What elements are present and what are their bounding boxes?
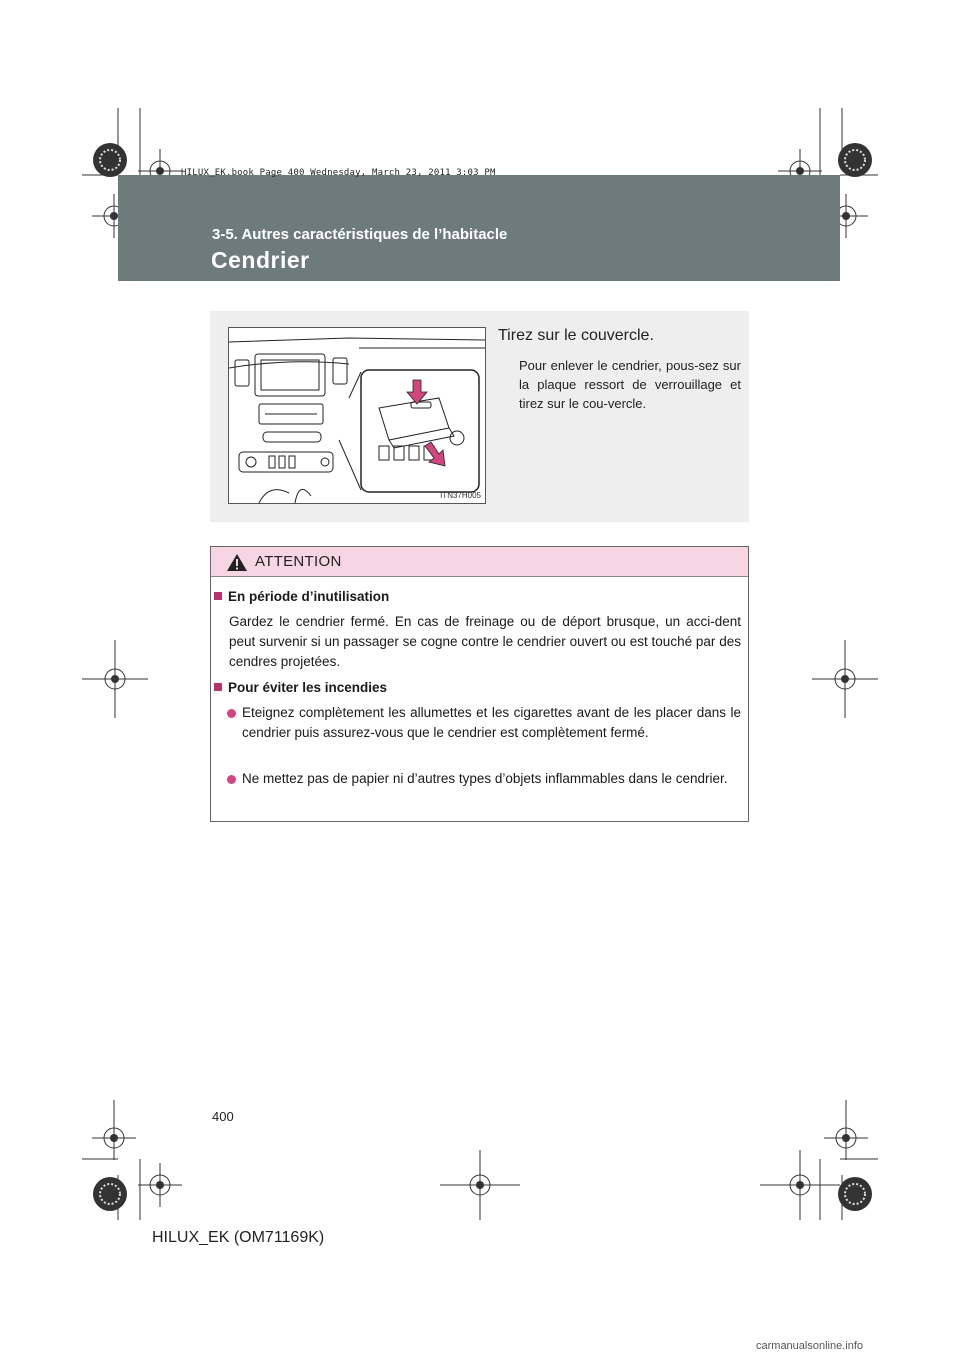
section-heading: 3-5. Autres caractéristiques de l’habitacle [212, 226, 508, 243]
watermark: carmanualsonline.info [756, 1340, 864, 1352]
caution-item-1-title: En période d’inutilisation [228, 589, 390, 604]
square-bullet-icon [214, 683, 222, 691]
caution-heading: ATTENTION [255, 553, 342, 570]
dashboard-drawing [229, 328, 485, 503]
caution-bullet-1: Eteignez complètement les allumettes et les cigarettes avant de les placer dans le cendrier puis assurez-vous que le cendrier est complètement fermé. [242, 705, 741, 740]
model-code: HILUX_EK (OM71169K) [152, 1229, 325, 1246]
page-title: Cendrier [211, 247, 310, 273]
caution-item-1-title-row [214, 587, 389, 607]
instruction-detail: Pour enlever le cendrier, pous-sez sur la plaque ressort de verrouillage et tirez sur le cou-vercle. [519, 358, 741, 411]
caution-item-2-title-row [214, 678, 387, 698]
instruction-text: Tirez sur le couvercle. [498, 327, 654, 344]
figure-code: ITN37H005 [440, 491, 481, 500]
page-number: 400 [212, 1109, 234, 1124]
round-bullet-icon [227, 709, 236, 718]
book-stamp: HILUX_EK.book Page 400 Wednesday, March 23, 2011 3:03 PM [181, 168, 496, 178]
caution-header [211, 547, 748, 577]
caution-item-2-title: Pour éviter les incendies [228, 680, 388, 695]
caution-item-1-body: Gardez le cendrier fermé. En cas de freinage ou de déport brusque, un acci-dent peut survenir si un passager se cogne contre le cendrier ouvert ou est touché par des cendres projetées. [229, 614, 741, 669]
caution-bullet-2: Ne mettez pas de papier ni d’autres types d’objets inflammables dans le cendrier. [242, 771, 728, 786]
round-bullet-icon [227, 775, 236, 784]
square-bullet-icon [214, 592, 222, 600]
warning-triangle-icon [226, 553, 248, 572]
ashtray-illustration [228, 327, 486, 504]
